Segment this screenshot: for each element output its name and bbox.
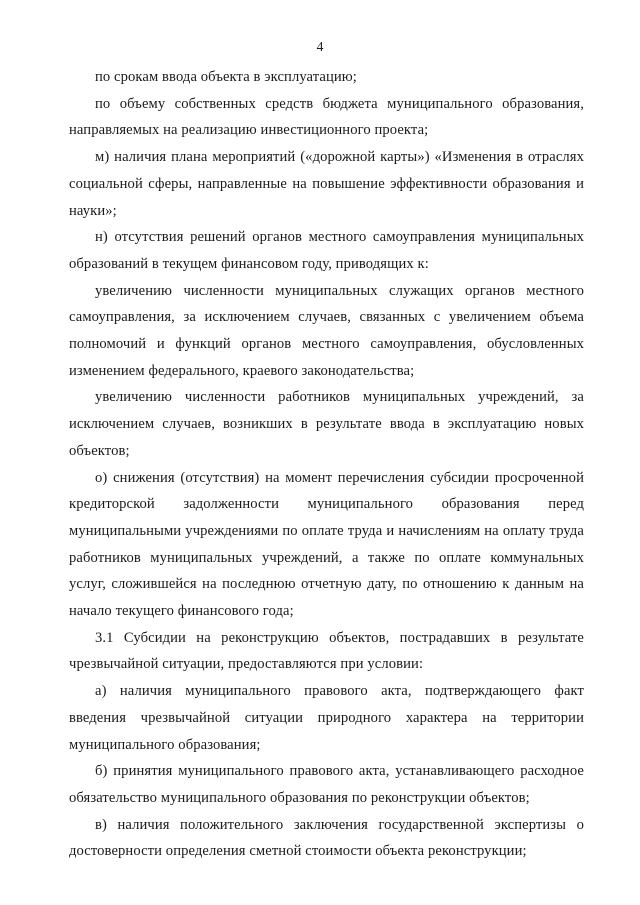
paragraph: б) принятия муниципального правового акта, устанавливающего расходное обязательство муниципального образования по реконструкции объектов; <box>69 763 584 806</box>
paragraph: 3.1 Субсидии на реконструкцию объектов, пострадавших в результате чрезвычайной ситуации, предоставляются при условии: <box>69 629 584 673</box>
paragraph: в) наличия положительного заключения государственной экспертизы о достоверности определения сметной стоимости объекта реконструкции; <box>69 816 584 860</box>
paragraph: по срокам ввода объекта в эксплуатацию; <box>95 69 357 85</box>
document-body <box>69 64 584 865</box>
paragraph: а) наличия муниципального правового акта, подтверждающего факт введения чрезвычайной ситуации природного характера на территории муниципального образования; <box>69 683 584 753</box>
paragraph: о) снижения (отсутствия) на момент перечисления субсидии просроченной кредиторской задолженности муниципального образования перед муниципальными учреждениями по оплате труда и начислениям на оплату труда работников муниципальных учреждений, а также по оплате коммунальных услуг, сложившейся на последнюю отчетную дату, по отношению к данным на начало текущего финансового года; <box>69 469 584 620</box>
paragraph: н) отсутствия решений органов местного самоуправления муниципальных образований в текущем финансовом году, приводящих к: <box>69 229 584 272</box>
paragraph: м) наличия плана мероприятий («дорожной карты») «Изменения в отраслях социальной сферы, направленные на повышение эффективности образования и науки»; <box>69 149 584 219</box>
paragraph: увеличению численности муниципальных служащих органов местного самоуправления, за исключением случаев, связанных с увеличением объема полномочий и функций органов местного самоуправления, обусловленных изменением федерального, краевого законодательства; <box>69 282 584 379</box>
paragraph: по объему собственных средств бюджета муниципального образования, направляемых на реализацию инвестиционного проекта; <box>69 95 584 139</box>
page-number: 4 <box>316 39 324 54</box>
paragraph: увеличению численности работников муниципальных учреждений, за исключением случаев, возникших в результате ввода в эксплуатацию новых объектов; <box>69 389 584 459</box>
